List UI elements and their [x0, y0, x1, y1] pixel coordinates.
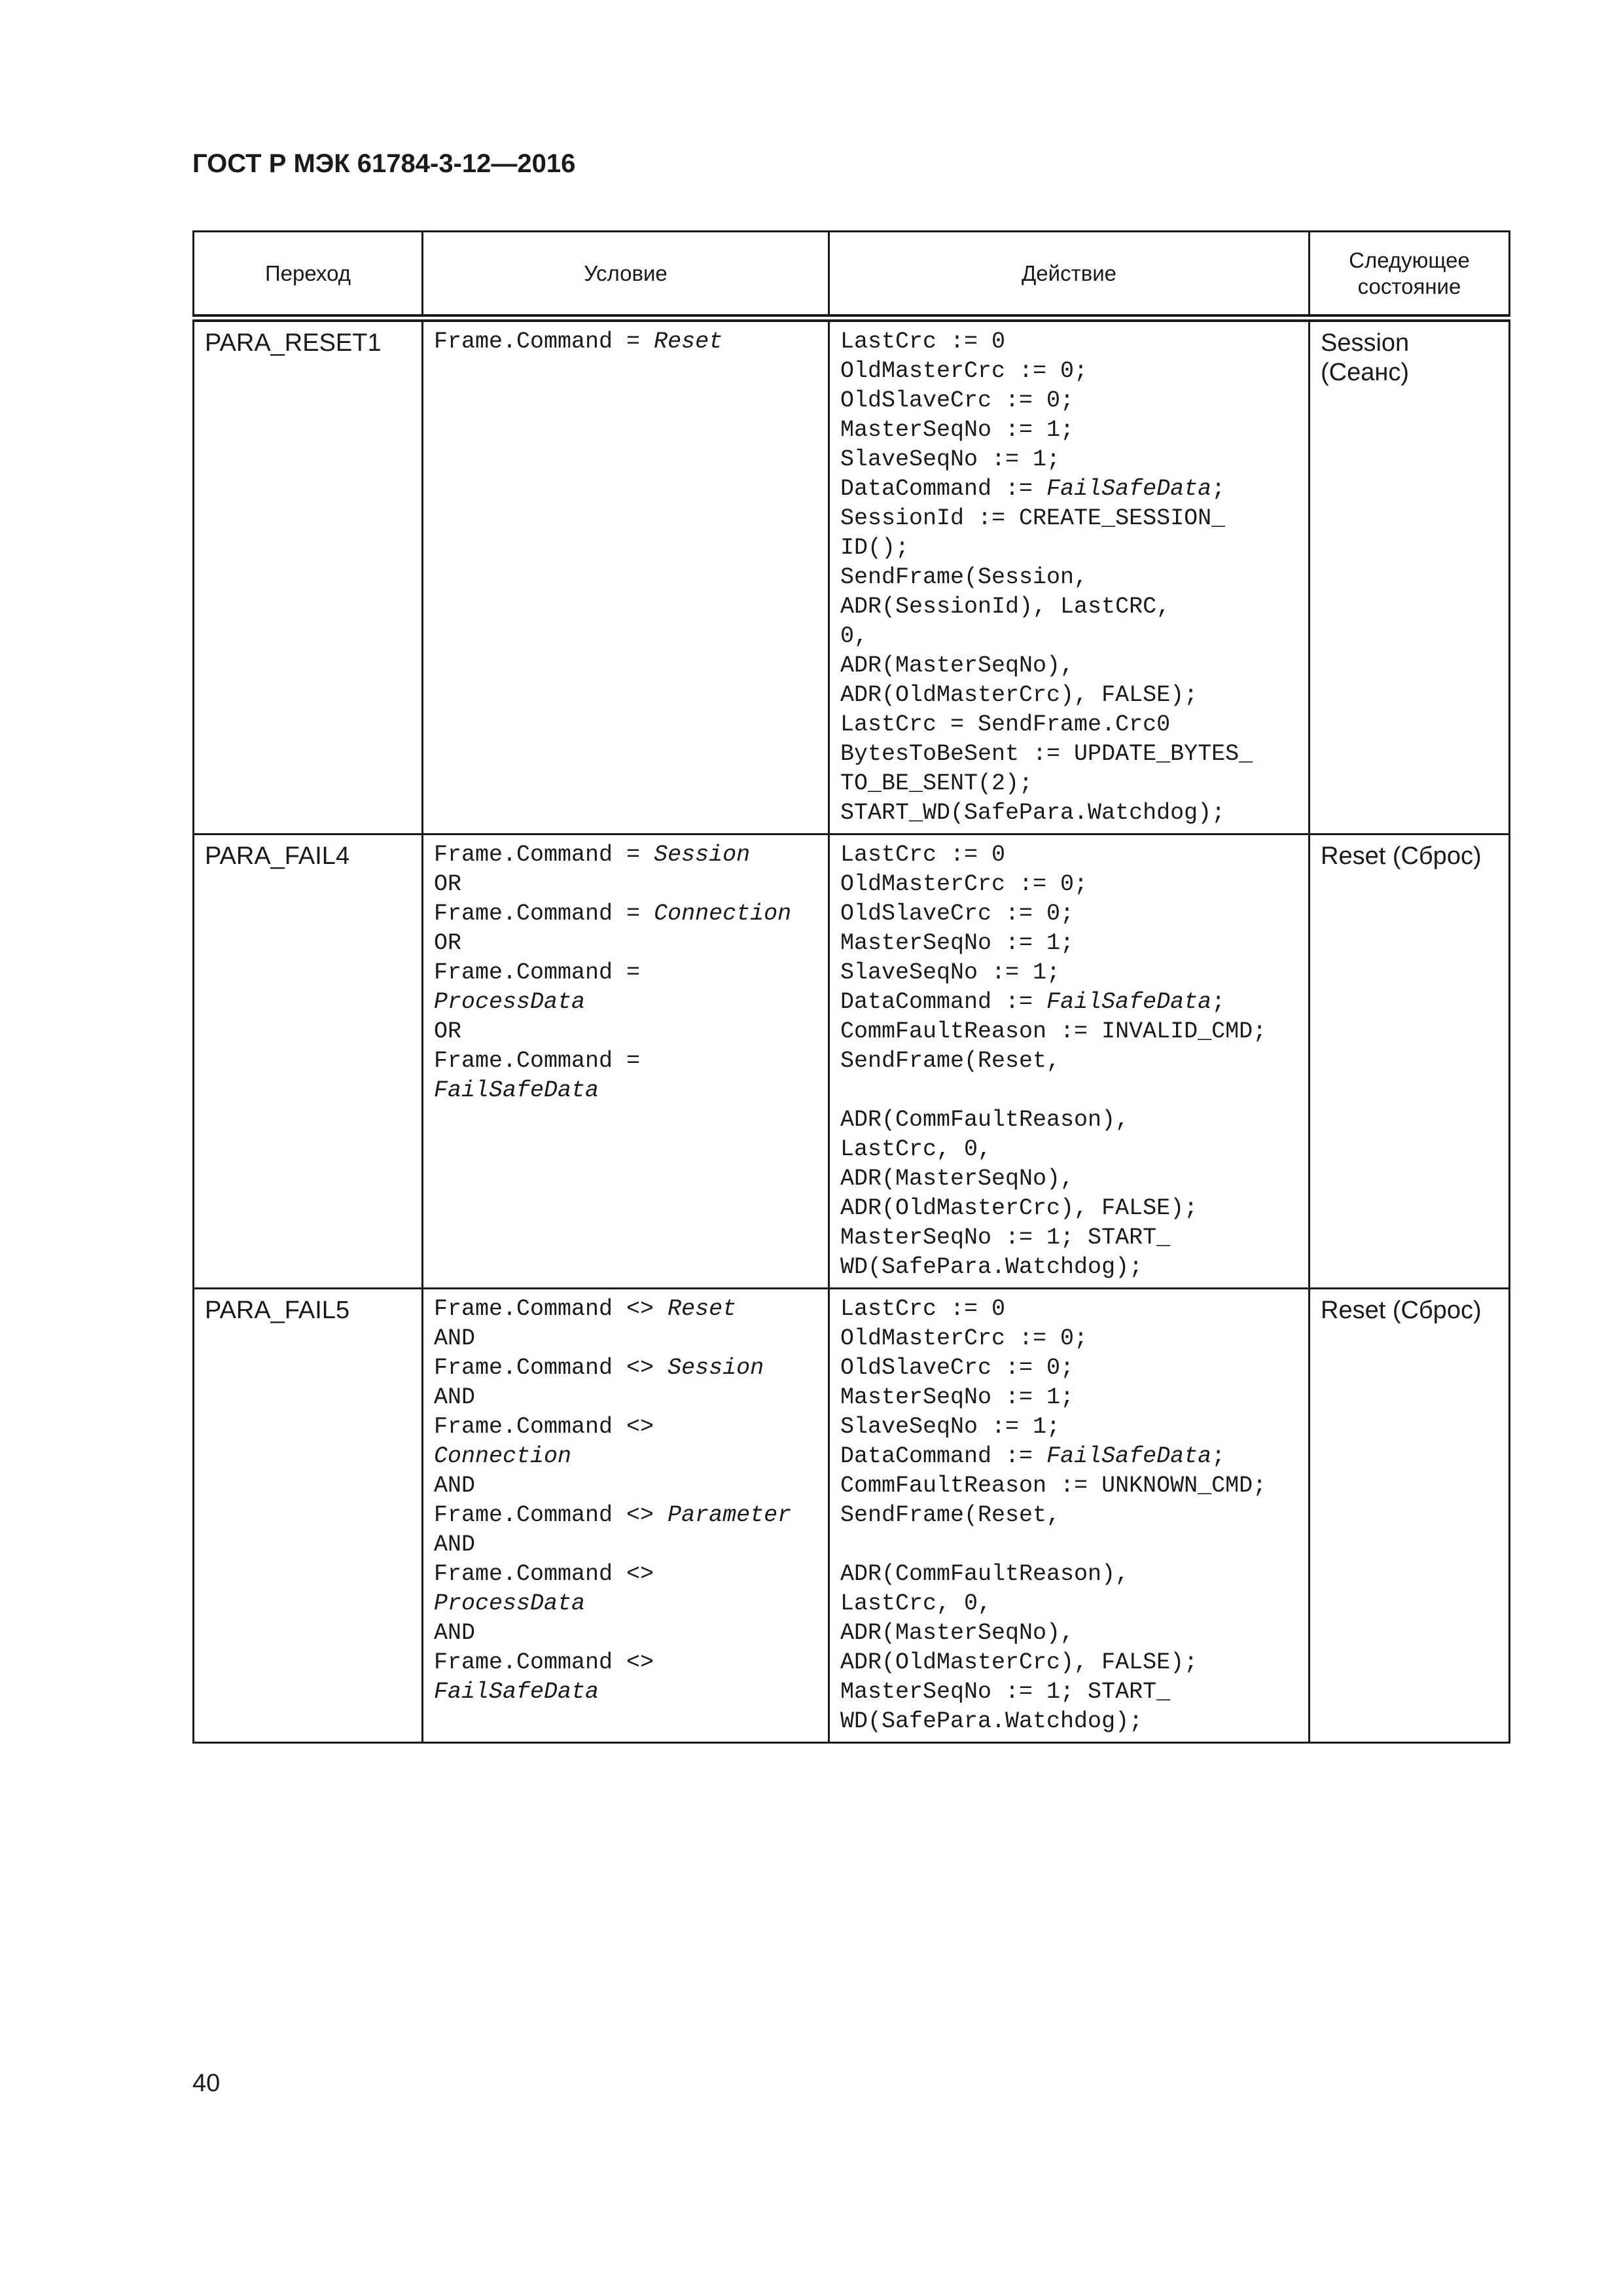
code-text: OR — [434, 1018, 462, 1045]
code-line — [840, 1383, 1298, 1412]
code-text: DataCommand := — [840, 1443, 1047, 1469]
code-text: SessionId := CREATE_SESSION_ — [840, 505, 1226, 531]
code-line — [434, 1501, 817, 1530]
code-line — [840, 1253, 1298, 1282]
code-text: OldSlaveCrc := 0; — [840, 1355, 1075, 1381]
code-text: ADR(OldMasterCrc), FALSE); — [840, 1649, 1198, 1676]
code-literal: Reset — [668, 1296, 737, 1322]
code-literal: FailSafeData — [434, 1679, 599, 1705]
code-line — [840, 1589, 1298, 1619]
col-header-transition: Переход — [194, 232, 423, 319]
code-text: OR — [434, 871, 462, 897]
code-literal: Session — [668, 1355, 764, 1381]
code-line — [840, 622, 1298, 651]
code-text: Frame.Command = — [434, 329, 654, 355]
code-line — [840, 1194, 1298, 1223]
condition-cell — [423, 1289, 829, 1743]
code-line — [840, 798, 1298, 828]
code-text: OldMasterCrc := 0; — [840, 1325, 1088, 1352]
code-text: WD(SafePara.Watchdog); — [840, 1254, 1143, 1280]
code-text: OldMasterCrc := 0; — [840, 358, 1088, 384]
code-text: Frame.Command = — [434, 960, 641, 986]
code-text: AND — [434, 1473, 476, 1499]
code-text: ADR(OldMasterCrc), FALSE); — [840, 682, 1198, 708]
code-text: CommFaultReason := INVALID_CMD; — [840, 1018, 1267, 1045]
transition-cell: PARA_RESET1 — [194, 318, 423, 834]
code-line — [434, 1076, 817, 1105]
code-literal: ProcessData — [434, 1590, 586, 1617]
code-text: SlaveSeqNo := 1; — [840, 446, 1061, 473]
code-text: AND — [434, 1532, 476, 1558]
code-text: MasterSeqNo := 1; — [840, 930, 1075, 956]
code-line — [840, 710, 1298, 740]
code-text: Frame.Command <> — [434, 1296, 668, 1322]
condition-cell — [423, 318, 829, 834]
code-line — [840, 1707, 1298, 1736]
code-text: ADR(SessionId), LastCRC, — [840, 594, 1171, 620]
col-header-next-state — [1310, 232, 1510, 319]
table-header-row — [194, 232, 1510, 319]
code-line — [434, 1560, 817, 1589]
code-line — [840, 1324, 1298, 1354]
code-line — [434, 870, 817, 899]
code-text: Frame.Command <> — [434, 1649, 654, 1676]
code-literal: Connection — [654, 901, 792, 927]
code-line — [434, 1017, 817, 1047]
code-text: Frame.Command <> — [434, 1414, 654, 1440]
next-state-line: Reset (Сброс) — [1321, 842, 1482, 870]
code-line — [840, 1648, 1298, 1677]
code-literal: FailSafeData — [1046, 476, 1212, 502]
code-line — [840, 357, 1298, 386]
code-text: Frame.Command <> — [434, 1355, 668, 1381]
code-line — [434, 1589, 817, 1619]
code-text: OR — [434, 930, 462, 956]
code-line — [840, 563, 1298, 592]
code-line — [840, 899, 1298, 929]
code-text: ADR(MasterSeqNo), — [840, 653, 1075, 679]
table-row — [194, 1289, 1510, 1743]
code-line — [840, 929, 1298, 958]
code-line — [434, 1471, 817, 1501]
code-line — [840, 681, 1298, 710]
code-line — [434, 1677, 817, 1707]
code-literal: FailSafeData — [434, 1077, 599, 1103]
code-text: LastCrc, 0, — [840, 1590, 992, 1617]
code-line — [434, 1412, 817, 1442]
code-line — [434, 1324, 817, 1354]
code-text: MasterSeqNo := 1; START_ — [840, 1679, 1171, 1705]
code-line — [840, 1017, 1298, 1047]
condition-cell — [423, 834, 829, 1289]
table-row — [194, 318, 1510, 834]
code-text: MasterSeqNo := 1; — [840, 417, 1075, 443]
code-text: MasterSeqNo := 1; — [840, 1384, 1075, 1410]
code-line — [840, 1354, 1298, 1383]
action-cell — [829, 834, 1310, 1289]
code-line — [840, 1047, 1298, 1076]
code-line — [840, 1677, 1298, 1707]
code-text: CommFaultReason := UNKNOWN_CMD; — [840, 1473, 1267, 1499]
code-line — [434, 1383, 817, 1412]
code-literal: Reset — [654, 329, 723, 355]
code-text: OldMasterCrc := 0; — [840, 871, 1088, 897]
code-text: START_WD(SafePara.Watchdog); — [840, 800, 1226, 826]
code-line — [434, 1648, 817, 1677]
code-line — [840, 1105, 1298, 1135]
code-line — [840, 445, 1298, 475]
code-line — [840, 988, 1298, 1017]
code-text: ADR(CommFaultReason), — [840, 1561, 1130, 1587]
transition-table — [192, 230, 1510, 1744]
code-text: ADR(OldMasterCrc), FALSE); — [840, 1195, 1198, 1221]
code-text: OldSlaveCrc := 0; — [840, 901, 1075, 927]
code-line — [840, 475, 1298, 504]
col-header-condition: Условие — [423, 232, 829, 319]
code-line — [434, 929, 817, 958]
code-text: SendFrame(Reset, — [840, 1048, 1061, 1074]
code-text: OldSlaveCrc := 0; — [840, 387, 1075, 414]
code-text: BytesToBeSent := UPDATE_BYTES_ — [840, 741, 1253, 767]
code-text: TO_BE_SENT(2); — [840, 770, 1033, 797]
next-state-line: Session — [1321, 329, 1410, 357]
code-line — [434, 327, 817, 357]
code-line — [840, 1135, 1298, 1164]
col-header-next-state-line2: состояние — [1357, 274, 1461, 298]
code-text: SlaveSeqNo := 1; — [840, 1414, 1061, 1440]
code-text: ; — [1211, 989, 1226, 1015]
code-text: LastCrc, 0, — [840, 1136, 992, 1162]
code-line — [840, 1076, 1298, 1105]
code-literal: ProcessData — [434, 989, 586, 1015]
code-line — [840, 958, 1298, 988]
code-line — [840, 1619, 1298, 1648]
code-line — [434, 988, 817, 1017]
code-text: LastCrc = SendFrame.Crc0 — [840, 711, 1171, 738]
code-line — [434, 958, 817, 988]
code-line — [434, 1354, 817, 1383]
table-row — [194, 834, 1510, 1289]
next-state-cell — [1310, 834, 1510, 1289]
code-text: ADR(MasterSeqNo), — [840, 1166, 1075, 1192]
code-text: ID(); — [840, 535, 910, 561]
code-line — [840, 1530, 1298, 1560]
code-line — [840, 769, 1298, 798]
code-line — [840, 840, 1298, 870]
code-text: SendFrame(Reset, — [840, 1502, 1061, 1528]
code-text: SlaveSeqNo := 1; — [840, 960, 1061, 986]
code-literal: Parameter — [668, 1502, 792, 1528]
code-line — [840, 592, 1298, 622]
code-text: ; — [1211, 476, 1226, 502]
action-cell — [829, 1289, 1310, 1743]
document-header: ГОСТ Р МЭК 61784-3-12—2016 — [192, 149, 576, 178]
code-line — [434, 1442, 817, 1471]
code-text: 0, — [840, 623, 868, 649]
code-line — [840, 870, 1298, 899]
code-line — [840, 1223, 1298, 1253]
code-line — [840, 1295, 1298, 1324]
code-text: LastCrc := 0 — [840, 842, 1006, 868]
code-literal: FailSafeData — [1046, 989, 1212, 1015]
code-text: ADR(CommFaultReason), — [840, 1107, 1130, 1133]
code-line — [840, 416, 1298, 445]
code-line — [434, 899, 817, 929]
code-text: Frame.Command = — [434, 842, 654, 868]
transition-cell: PARA_FAIL4 — [194, 834, 423, 1289]
code-text: Frame.Command <> — [434, 1561, 654, 1587]
code-line — [434, 1619, 817, 1648]
code-line — [840, 327, 1298, 357]
col-header-next-state-line1: Следующее — [1349, 247, 1470, 272]
code-text: SendFrame(Session, — [840, 564, 1088, 590]
code-text: DataCommand := — [840, 476, 1047, 502]
code-line — [434, 1047, 817, 1076]
code-line — [840, 386, 1298, 416]
code-line — [434, 840, 817, 870]
code-line — [840, 1442, 1298, 1471]
code-text: MasterSeqNo := 1; START_ — [840, 1225, 1171, 1251]
code-text: ; — [1211, 1443, 1226, 1469]
code-line — [840, 1164, 1298, 1194]
page-number: 40 — [192, 2070, 221, 2097]
code-line — [840, 1501, 1298, 1530]
code-literal: FailSafeData — [1046, 1443, 1212, 1469]
code-text: LastCrc := 0 — [840, 1296, 1006, 1322]
code-line — [840, 1471, 1298, 1501]
code-line — [840, 1560, 1298, 1589]
code-line — [434, 1295, 817, 1324]
col-header-action: Действие — [829, 232, 1310, 319]
code-text: Frame.Command = — [434, 1048, 641, 1074]
code-line — [840, 533, 1298, 563]
transition-cell: PARA_FAIL5 — [194, 1289, 423, 1743]
code-text: AND — [434, 1325, 476, 1352]
code-text: Frame.Command = — [434, 901, 654, 927]
next-state-line: Reset (Сброс) — [1321, 1297, 1482, 1324]
code-line — [840, 1412, 1298, 1442]
code-text: Frame.Command <> — [434, 1502, 668, 1528]
next-state-line: (Сеанс) — [1321, 359, 1410, 386]
code-line — [840, 740, 1298, 769]
code-text: AND — [434, 1384, 476, 1410]
action-cell — [829, 318, 1310, 834]
code-text: ADR(MasterSeqNo), — [840, 1620, 1075, 1646]
code-line — [840, 504, 1298, 533]
code-literal: Session — [654, 842, 751, 868]
next-state-cell — [1310, 318, 1510, 834]
code-line — [434, 1530, 817, 1560]
code-text: WD(SafePara.Watchdog); — [840, 1708, 1143, 1734]
code-text: DataCommand := — [840, 989, 1047, 1015]
code-line — [840, 651, 1298, 681]
code-text: AND — [434, 1620, 476, 1646]
next-state-cell — [1310, 1289, 1510, 1743]
code-text: LastCrc := 0 — [840, 329, 1006, 355]
code-literal: Connection — [434, 1443, 572, 1469]
